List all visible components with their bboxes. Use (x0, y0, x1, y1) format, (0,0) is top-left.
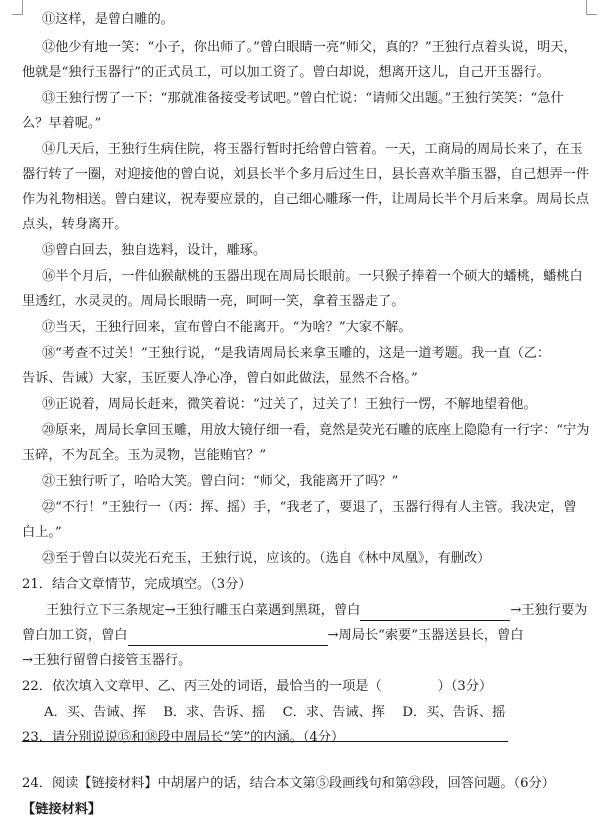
paragraph-16-line-1: ⑯半个月后，一件仙猴献桃的玉器出现在周局长眼前。一只猴子捧着一个硕大的蟠桃，蟠桃白 (42, 269, 583, 284)
answer-blank-2[interactable] (128, 631, 328, 646)
paragraph-12-line-2: 他就是“独行玉器行”的正式员工，可以加工资了。曾白却说，想离开这儿，自己开玉器行。 (22, 65, 550, 80)
paragraph-21: ㉑王独行听了，哈哈大笑。曾白问：“师父，我能离开了吗？” (42, 474, 399, 489)
paragraph-18-line-2: 告诉、告诫）大家，玉匠要人净心净，曾白如此做法，显然不合格。” (22, 371, 418, 386)
paragraph-16-line-2: 里透红，水灵灵的。周局长眼睛一亮，呵呵一笑，拿着玉器走了。 (22, 294, 405, 309)
question-21-text-d: →周局长“索要”玉器送县长，曾白 (327, 628, 524, 643)
paragraph-14-line-4: 点头，转身离开。 (22, 217, 128, 232)
answer-blank-1[interactable] (360, 606, 510, 621)
paragraph-22-line-2: 白上。” (22, 525, 62, 540)
paragraph-14-line-1: ⑭几天后，王独行生病住院，将玉器行暂时托给曾白管着。一天，工商局的周局长来了，在玉 (42, 142, 583, 157)
question-22-options: A．买、告诫、挥 B．求、告诉、摇 C．求、告诫、挥 D．买、告诉、摇 (44, 705, 506, 720)
question-21-line-2 (22, 626, 523, 646)
question-21-text-b: →王独行要为 (510, 603, 588, 618)
question-22-title (22, 677, 492, 697)
question-21-title: 21．结合文章情节，完成填空。（3分） (22, 577, 252, 592)
question-22-text-b: ）（3分） (437, 679, 493, 694)
page-corner-mark-right (586, 0, 597, 15)
paragraph-14-line-3: 作为礼物相送。曾白建议，祝寿要应景的，自己细心雕琢一件，让周局长半个月后来拿。周局长点 (22, 192, 590, 207)
paragraph-14-line-2: 器行转了一圈，对迎接他的曾白说，刘县长半个多月后过生日，县长喜欢羊脂玉器，自己想弄一件 (22, 167, 590, 182)
paragraph-19: ⑲正说着，周局长赶来，微笑着说：“过关了，过关了！王独行一愣，不解地望着他。 (42, 397, 537, 412)
paragraph-12-line-1: ⑫他少有地一笑：“小子，你出师了。”曾白眼睛一亮“师父，真的？”王独行点着头说，明天， (42, 40, 577, 55)
paragraph-13-line-2: 么？早着呢。” (22, 116, 102, 131)
answer-line-23[interactable] (22, 741, 508, 742)
paragraph-20-line-1: ⑳原来，周局长拿回玉雕，用放大镜仔细一看，竟然是荧光石雕的底座上隐隐有一行字：“宁为 (42, 423, 590, 438)
paragraph-15: ⑮曾白回去，独自选料，设计，雕琢。 (42, 243, 267, 258)
paragraph-22-line-1: ㉒“不行！”王独行一（丙：挥、摇）手，“我老了，要退了，玉器行得有人主管。我决定，曾 (42, 500, 577, 515)
paragraph-11: ⑪这样，是曾白雕的。 (42, 12, 174, 27)
paragraph-20-line-2: 玉碎，不为瓦全。玉为灵物，岂能贿官？” (22, 448, 267, 463)
question-21-line-3: →王独行留曾白接管玉器行。 (22, 653, 192, 668)
paragraph-13-line-1: ⑬王独行愣了一下：“那就准备接受考试吧。”曾白忙说：“请师父出题。”王独行笑笑：“急什 (42, 91, 564, 106)
question-21-text-a: 王独行立下三条规定→王独行雕玉白菜遇到黑斑，曾白 (46, 603, 361, 618)
question-22-text-a: 22．依次填入文章甲、乙、丙三处的词语，最恰当的一项是（ (22, 679, 382, 694)
paragraph-17: ⑰当天，王独行回来，宣布曾白不能离开。“为啥？”大家不解。 (42, 320, 412, 335)
question-24-title: 24．阅读【链接材料】中胡屠户的话，结合本文第⑤段画线句和第㉓段，回答问题。（6分） (22, 776, 555, 791)
link-material-heading: 【链接材料】 (22, 802, 102, 817)
paragraph-18-line-1: ⑱“考查不过关！”王独行说，“是我请周局长来拿玉雕的，这是一道考题。我一直（乙： (42, 346, 551, 361)
question-21-line-1 (46, 601, 587, 621)
paragraph-23: ㉓至于曾白以荧光石充玉，王独行说，应该的。（选自《林中凤凰》，有删改） (42, 551, 491, 566)
question-21-text-c: 曾白加工资，曾白 (22, 628, 128, 643)
question-23-title: 23．请分别说说⑮和⑱段中周局长“笑”的内涵。（4分） (22, 730, 345, 745)
page-corner-mark-left (12, 0, 23, 15)
